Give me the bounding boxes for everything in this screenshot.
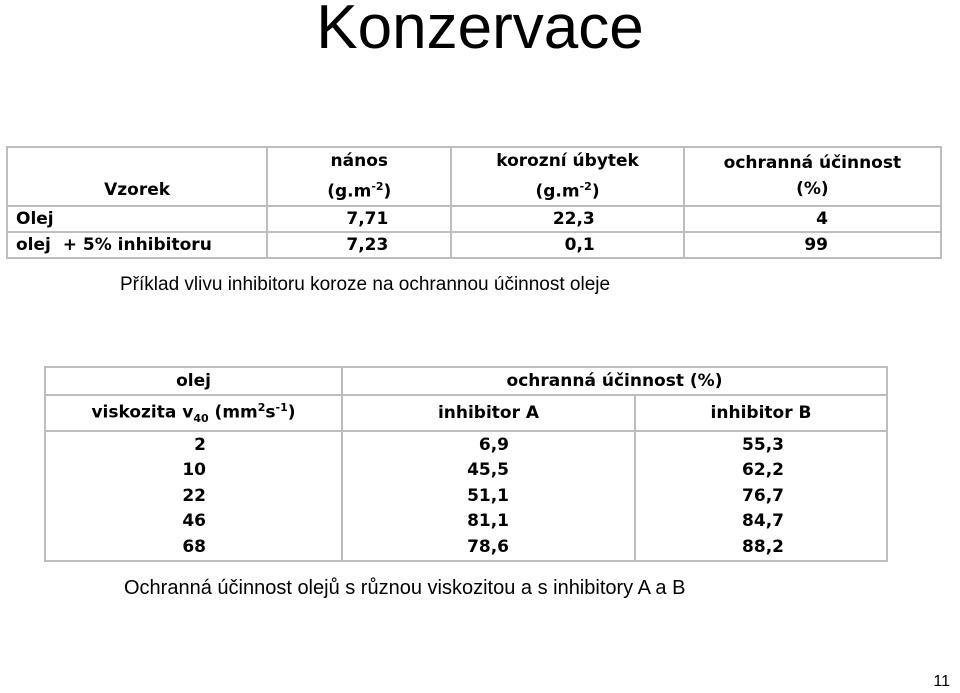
viskozita-prefix: viskozita v bbox=[91, 402, 194, 423]
cell-inhibitor-b: 88,2 bbox=[635, 534, 887, 561]
korozni-unit-close: ) bbox=[591, 181, 600, 202]
header-nanos bbox=[267, 147, 451, 206]
cell-korozni: 22,3 bbox=[451, 206, 683, 232]
header-inhibitor-b: inhibitor B bbox=[635, 395, 887, 431]
table-row bbox=[7, 206, 941, 232]
header-ochranna bbox=[684, 147, 941, 206]
table-oil-inhibitor-comparison bbox=[6, 146, 942, 259]
cell-inhibitor-a: 81,1 bbox=[342, 509, 635, 535]
header-ochranna-unit: (%) bbox=[796, 179, 829, 200]
cell-viskozita: 10 bbox=[45, 458, 342, 484]
table-row bbox=[45, 509, 887, 535]
korozni-unit-base: (g.m bbox=[535, 181, 580, 202]
caption-table-2: Ochranná účinnost olejů s různou viskozitou a s inhibitory A a B bbox=[124, 577, 686, 599]
viskozita-sub: 40 bbox=[193, 412, 209, 426]
cell-vzorek: olej + 5% inhibitoru bbox=[7, 232, 267, 258]
cell-inhibitor-a: 78,6 bbox=[342, 534, 635, 561]
viskozita-unit-exp2: -1 bbox=[275, 400, 288, 414]
header-viskozita bbox=[45, 395, 342, 431]
table-row bbox=[45, 534, 887, 561]
cell-inhibitor-b: 76,7 bbox=[635, 483, 887, 509]
cell-inhibitor-b: 62,2 bbox=[635, 458, 887, 484]
cell-ochranna: 99 bbox=[684, 232, 941, 258]
slide-title: Konzervace bbox=[316, 0, 644, 62]
viskozita-unit-exp1: 2 bbox=[257, 400, 266, 414]
nanos-unit-close: ) bbox=[383, 181, 392, 202]
viskozita-unit-close: ) bbox=[287, 402, 296, 423]
cell-inhibitor-b: 84,7 bbox=[635, 509, 887, 535]
header-ochranna-ucinnost: ochranná účinnost (%) bbox=[342, 367, 887, 395]
nanos-unit-base: (g.m bbox=[327, 181, 372, 202]
cell-inhibitor-a: 45,5 bbox=[342, 458, 635, 484]
table-row bbox=[45, 458, 887, 484]
cell-inhibitor-a: 6,9 bbox=[342, 431, 635, 458]
cell-ochranna: 4 bbox=[684, 206, 941, 232]
cell-nanos: 7,23 bbox=[267, 232, 451, 258]
header-korozni bbox=[451, 147, 683, 206]
cell-vzorek: Olej bbox=[7, 206, 267, 232]
table-viscosity-inhibitors bbox=[44, 366, 888, 562]
header-ochranna-label: ochranná účinnost bbox=[723, 153, 902, 174]
cell-nanos: 7,71 bbox=[267, 206, 451, 232]
header-inhibitor-a: inhibitor A bbox=[342, 395, 635, 431]
table-row bbox=[7, 232, 941, 258]
cell-inhibitor-a: 51,1 bbox=[342, 483, 635, 509]
table-header-row bbox=[7, 147, 941, 206]
korozni-unit-exp: -2 bbox=[579, 180, 592, 193]
cell-inhibitor-b: 55,3 bbox=[635, 431, 887, 458]
cell-viskozita: 2 bbox=[45, 431, 342, 458]
table-header-row-1 bbox=[45, 367, 887, 395]
caption-table-1: Příklad vlivu inhibitoru koroze na ochrannou účinnost oleje bbox=[120, 274, 611, 295]
viskozita-unit-open: (mm bbox=[208, 402, 258, 423]
table-header-row-2 bbox=[45, 395, 887, 431]
cell-viskozita: 46 bbox=[45, 509, 342, 535]
table-row bbox=[45, 483, 887, 509]
page-number: 11 bbox=[933, 673, 950, 690]
cell-korozni: 0,1 bbox=[451, 232, 683, 258]
header-nanos-label: nános bbox=[330, 151, 388, 171]
header-korozni-label: korozní úbytek bbox=[496, 151, 639, 171]
header-nanos-unit bbox=[276, 174, 442, 205]
header-vzorek bbox=[7, 147, 267, 206]
table-row bbox=[45, 431, 887, 458]
viskozita-unit-mid: s bbox=[265, 402, 276, 423]
header-korozni-unit bbox=[460, 174, 674, 205]
header-olej: olej bbox=[45, 367, 342, 395]
cell-viskozita: 68 bbox=[45, 534, 342, 561]
header-vzorek-label: Vzorek bbox=[104, 180, 171, 201]
nanos-unit-exp: -2 bbox=[371, 180, 384, 193]
cell-viskozita: 22 bbox=[45, 483, 342, 509]
